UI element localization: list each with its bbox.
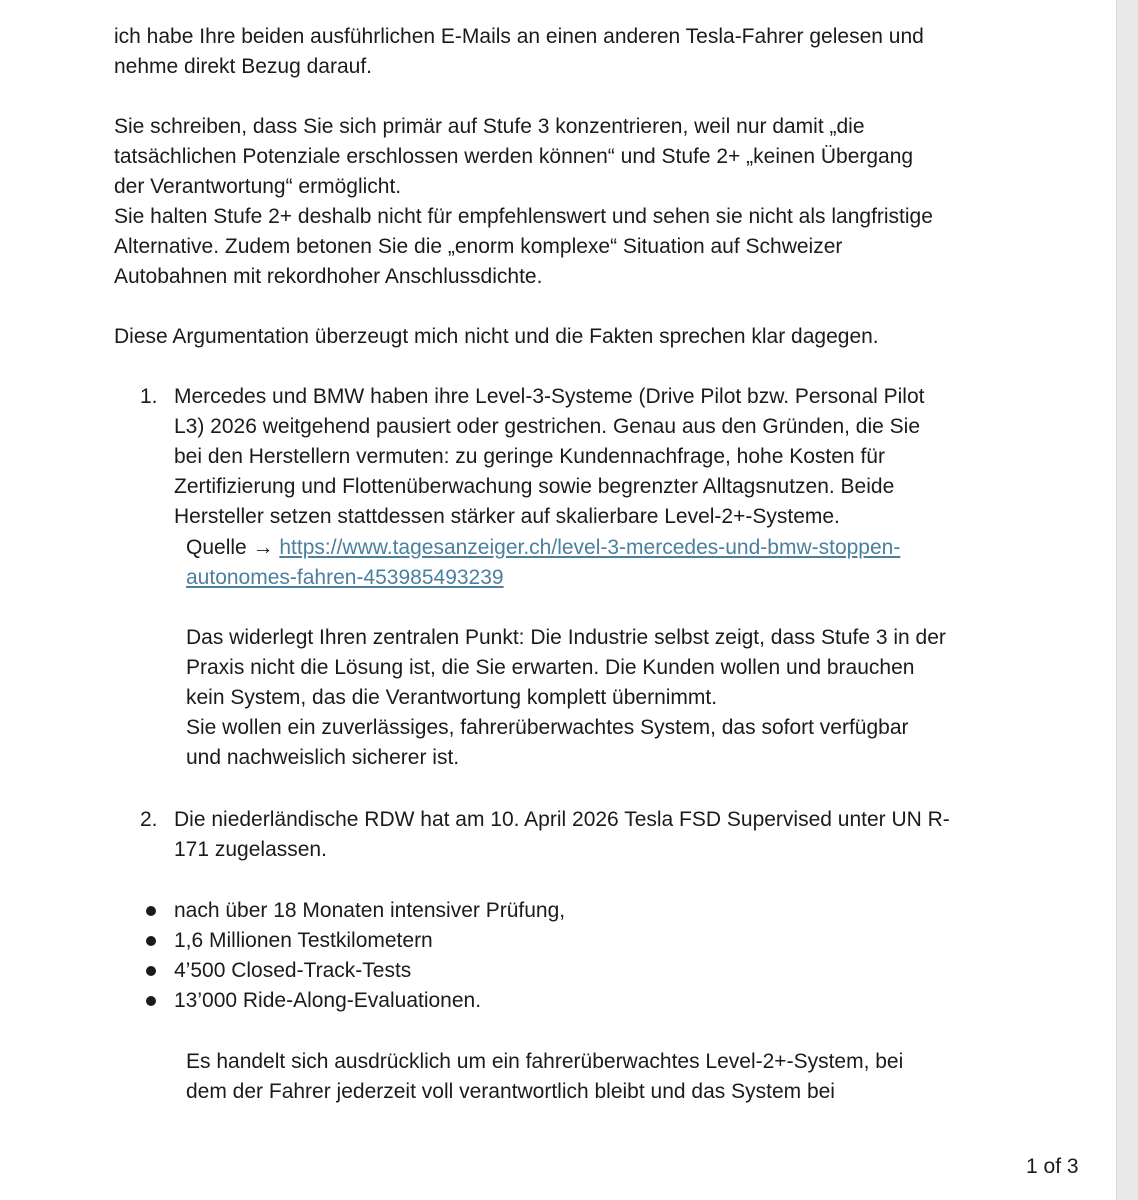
followup-line: Das widerlegt Ihren zentralen Punkt: Die Industrie selbst zeigt, dass Stufe 3 in der [186,626,946,649]
paragraph-line: ich habe Ihre beiden ausführlichen E-Mails an einen anderen Tesla-Fahrer gelesen und [114,25,924,48]
list-item-line: L3) 2026 weitgehend pausiert oder gestrichen. Genau aus den Gründen, die Sie [174,415,921,438]
paragraph-line: nehme direkt Bezug darauf. [114,55,372,78]
paragraph-line: Sie schreiben, dass Sie sich primär auf Stufe 3 konzentrieren, weil nur damit „die [114,115,865,138]
page-indicator: 1 of 3 [1026,1155,1079,1178]
paragraph-line: Diese Argumentation überzeugt mich nicht und die Fakten sprechen klar dagegen. [114,325,879,348]
source-label: Quelle → [186,536,280,559]
paragraph-line: Autobahnen mit rekordhoher Anschlussdichte. [114,265,543,288]
closing-line: Es handelt sich ausdrücklich um ein fahrerüberwachtes Level-2+-System, bei [186,1050,904,1073]
bullet-icon [146,996,156,1006]
bullet-item: 1,6 Millionen Testkilometern [174,929,433,952]
list-item-line: Hersteller setzen stattdessen stärker auf skalierbare Level-2+-Systeme. [174,505,840,528]
list-item-line: Mercedes und BMW haben ihre Level-3-Systeme (Drive Pilot bzw. Personal Pilot [174,385,925,408]
followup-line: und nachweislich sicherer ist. [186,746,460,769]
list-item-line: Die niederländische RDW hat am 10. April 2026 Tesla FSD Supervised unter UN R- [174,808,950,831]
list-number: 2. [140,808,158,831]
list-item-line: 171 zugelassen. [174,838,327,861]
bullet-icon [146,936,156,946]
source-link[interactable]: https://www.tagesanzeiger.ch/level-3-mercedes-und-bmw-stoppen- [279,536,901,559]
paragraph-line: Alternative. Zudem betonen Sie die „enorm komplexe“ Situation auf Schweizer [114,235,843,258]
list-item-line: Zertifizierung und Flottenüberwachung sowie begrenzter Alltagsnutzen. Beide [174,475,895,498]
scrollbar-track[interactable] [1116,0,1138,1200]
paragraph-line: Sie halten Stufe 2+ deshalb nicht für empfehlenswert und sehen sie nicht als langfristige [114,205,933,228]
followup-line: Praxis nicht die Lösung ist, die Sie erwarten. Die Kunden wollen und brauchen [186,656,915,679]
list-item-line: bei den Herstellern vermuten: zu geringe Kundennachfrage, hohe Kosten für [174,445,885,468]
followup-line: kein System, das die Verantwortung komplett übernimmt. [186,686,718,709]
list-number: 1. [140,385,158,408]
paragraph-line: der Verantwortung“ ermöglicht. [114,175,402,198]
bullet-icon [146,966,156,976]
bullet-icon [146,906,156,916]
bullet-item: 4’500 Closed-Track-Tests [174,959,412,982]
followup-line: Sie wollen ein zuverlässiges, fahrerüberwachtes System, das sofort verfügbar [186,716,909,739]
bullet-item: nach über 18 Monaten intensiver Prüfung, [174,899,566,922]
paragraph-line: tatsächlichen Potenziale erschlossen werden können“ und Stufe 2+ „keinen Übergang [114,145,914,168]
source-line [186,533,1106,563]
bullet-item: 13’000 Ride-Along-Evaluationen. [174,989,482,1012]
source-link-continued[interactable]: autonomes-fahren-453985493239 [186,566,504,589]
closing-line: dem der Fahrer jederzeit voll verantwortlich bleibt und das System bei [186,1080,835,1103]
